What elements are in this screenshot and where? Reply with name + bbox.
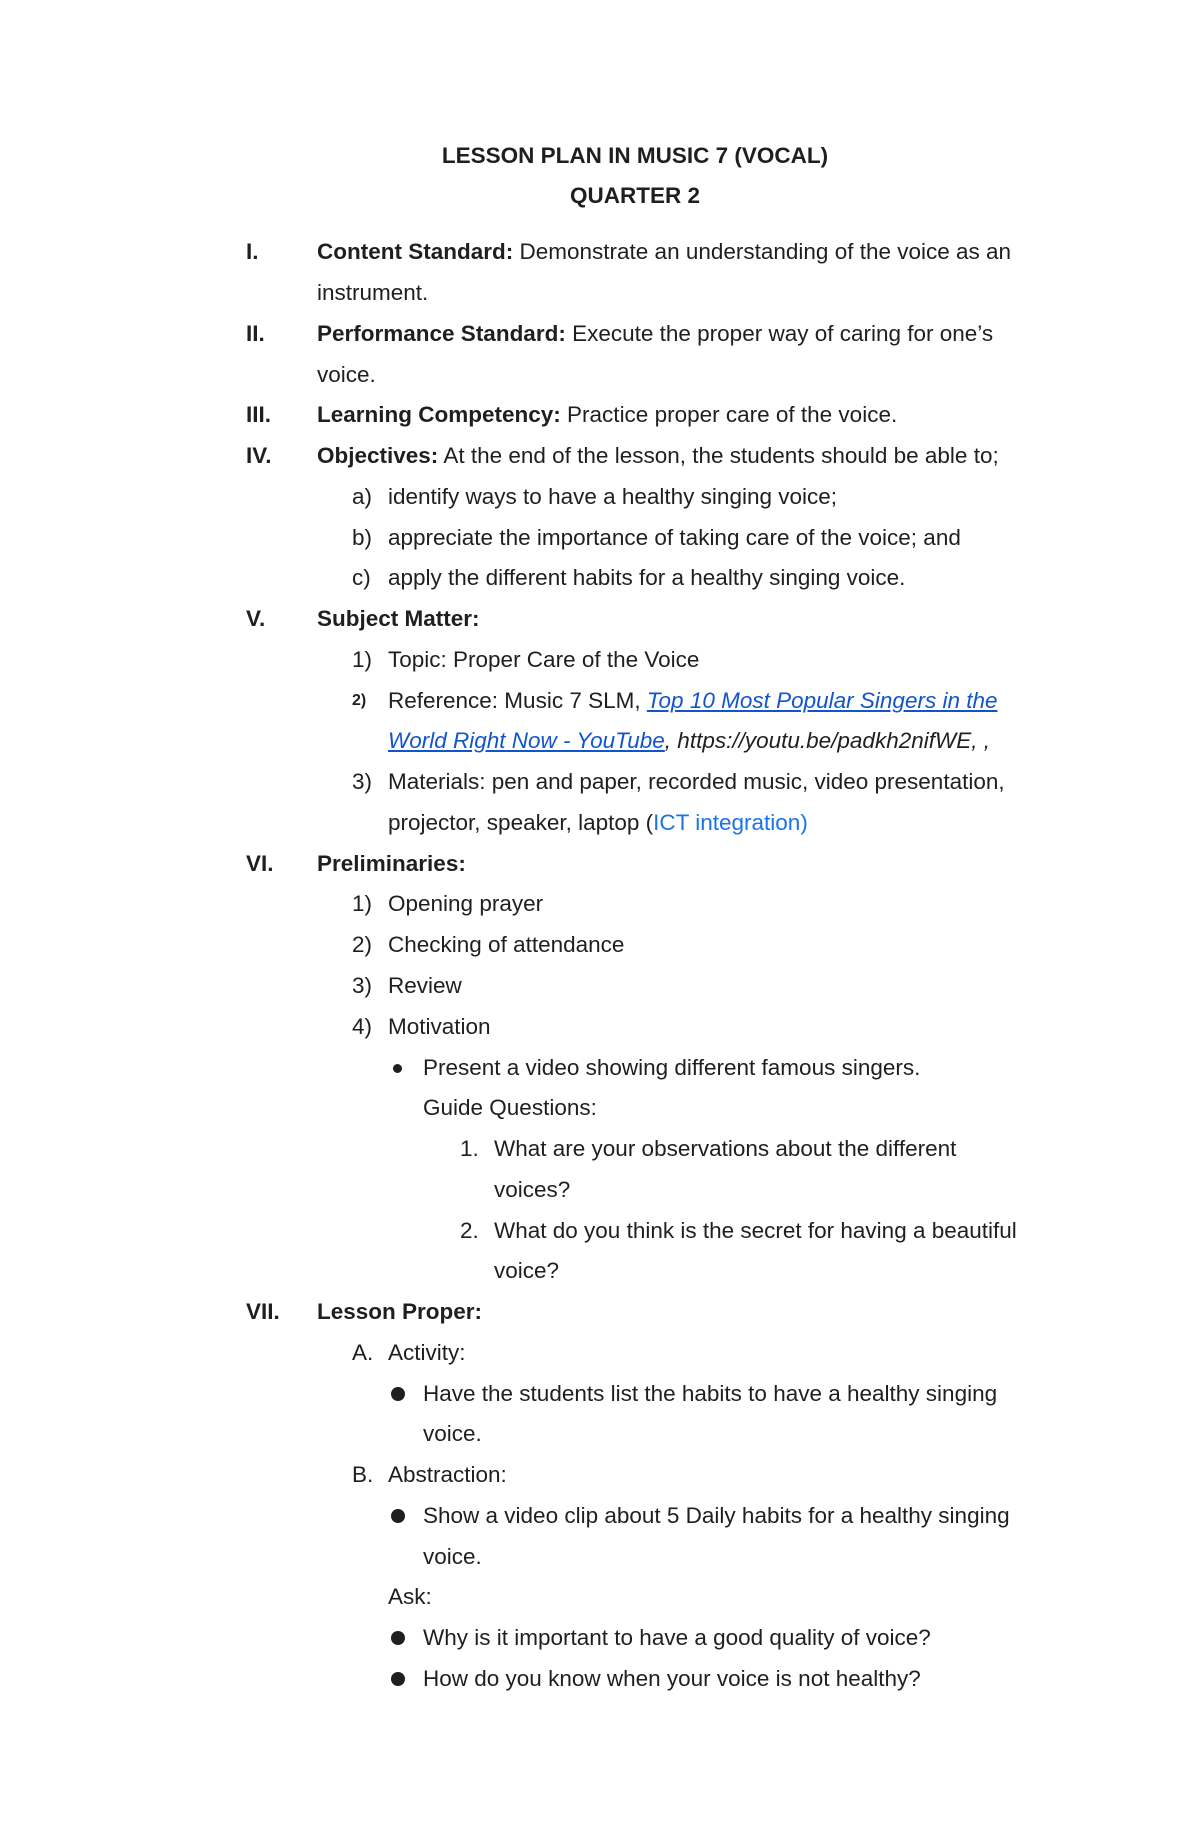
list-item-text: Activity: [388,1340,466,1365]
list-item-text: Review [388,973,462,998]
list-marker: B. [352,1462,374,1487]
reference-url: , https://youtu.be/padkh2nifWE, , [664,728,990,753]
bullet-icon [391,1672,405,1686]
section-numeral: VII. [246,1299,280,1324]
list-item-text: Materials: pen and paper, recorded music, video presentation, [388,769,1005,794]
section-body: Practice proper care of the voice. [560,402,898,427]
section-label: Performance Standard: [317,321,566,346]
question-text: voices? [494,1177,571,1202]
materials-text [388,803,808,843]
section-body: Demonstrate an understanding of the voice as an [513,239,1012,264]
question-text: What do you think is the secret for having a beautiful [494,1218,1017,1243]
list-item-text: Abstraction: [388,1462,507,1487]
bullet-text: voice. [423,1421,482,1446]
bullet-text: Show a video clip about 5 Daily habits for a healthy singing [423,1503,1010,1528]
list-marker: 1. [460,1136,479,1161]
section-text [317,232,1011,272]
list-marker: c) [352,565,371,590]
section-numeral: III. [246,402,272,427]
section-text [317,436,999,476]
ict-integration-label: ICT integration) [653,810,808,835]
guide-label: Guide Questions: [423,1095,597,1120]
list-item-text: appreciate the importance of taking care of the voice; and [388,525,961,550]
section-label: Learning Competency: [317,402,561,427]
list-marker: A. [352,1340,374,1365]
document-title: LESSON PLAN IN MUSIC 7 (VOCAL) [441,143,829,168]
section-label: Subject Matter: [317,606,480,631]
youtube-link[interactable]: Top 10 Most Popular Singers in the [646,688,998,713]
list-marker: 2) [352,692,367,709]
section-body-continued: instrument. [317,280,429,305]
reference-prefix: Reference: Music 7 SLM, [388,688,647,713]
list-marker: 1) [352,891,373,916]
list-item-text: Opening prayer [388,891,544,916]
list-item-text: identify ways to have a healthy singing voice; [388,484,838,509]
section-text [317,395,897,435]
section-numeral: V. [246,606,266,631]
question-text: voice? [494,1258,560,1283]
section-numeral: I. [246,239,259,264]
question-text: What are your observations about the different [494,1136,957,1161]
bullet-text: voice. [423,1544,482,1569]
section-body-continued: voice. [317,362,376,387]
bullet-icon [391,1387,405,1401]
section-label: Preliminaries: [317,851,466,876]
bullet-icon [391,1631,405,1645]
list-item-text: Checking of attendance [388,932,625,957]
bullet-text: Have the students list the habits to have a healthy singing [423,1381,998,1406]
list-item-text: Motivation [388,1014,491,1039]
list-item-text: Topic: Proper Care of the Voice [388,647,700,672]
ask-text: Ask: [388,1584,432,1609]
list-marker: 1) [352,647,373,672]
section-label: Lesson Proper: [317,1299,483,1324]
section-numeral: II. [246,321,265,346]
list-marker: b) [352,525,373,550]
youtube-link-continued[interactable]: World Right Now - YouTube [388,728,665,753]
bullet-text: How do you know when your voice is not healthy? [423,1666,921,1691]
list-marker: 2. [460,1218,479,1243]
quarter-heading: QUARTER 2 [569,183,700,208]
materials-prefix: projector, speaker, laptop ( [388,810,654,835]
section-label: Content Standard: [317,239,514,264]
reference-text [388,681,998,721]
list-marker: a) [352,484,373,509]
bullet-icon [393,1064,402,1073]
section-text [317,314,993,354]
bullet-icon [391,1509,405,1523]
reference-text [388,721,990,761]
section-numeral: VI. [246,851,274,876]
section-numeral: IV. [246,443,272,468]
list-item-text: apply the different habits for a healthy singing voice. [388,565,906,590]
list-marker: 3) [352,973,373,998]
section-label: Objectives: [317,443,439,468]
list-marker: 4) [352,1014,373,1039]
section-body: At the end of the lesson, the students should be able to; [438,443,999,468]
list-marker: 2) [352,932,373,957]
bullet-text: Why is it important to have a good quality of voice? [423,1625,931,1650]
list-marker: 3) [352,769,373,794]
section-body: Execute the proper way of caring for one’s [565,321,994,346]
bullet-text: Present a video showing different famous singers. [423,1055,921,1080]
